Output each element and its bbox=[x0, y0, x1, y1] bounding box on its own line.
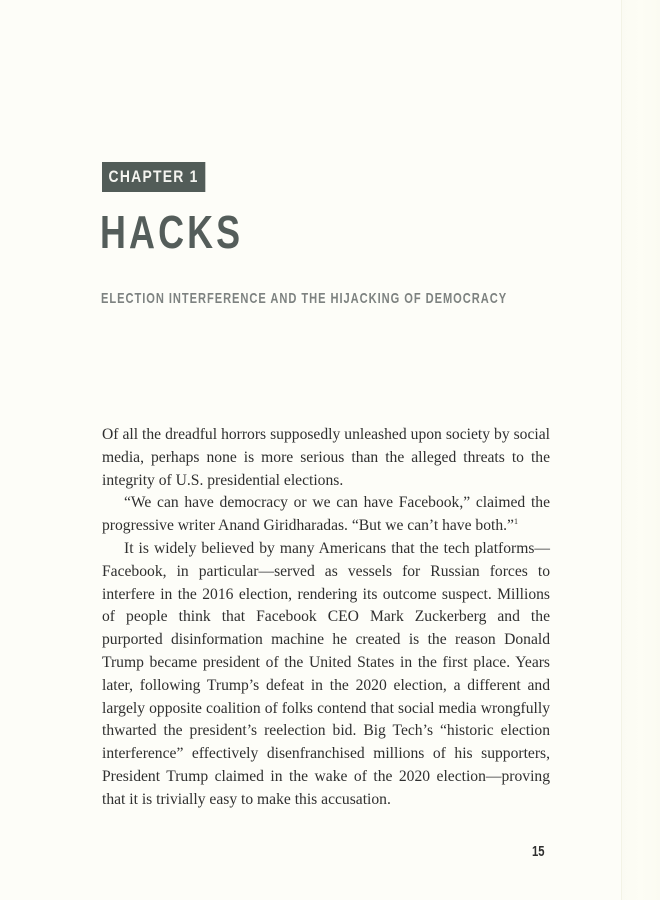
paragraph-text: “We can have democracy or we can have Facebook,” claimed the progressive writer Anand Giridharadas. “But we can’t have both.” bbox=[102, 494, 550, 535]
footnote-marker[interactable]: 1 bbox=[513, 517, 518, 526]
chapter-title: HACKS bbox=[100, 206, 244, 258]
paragraph-text: Of all the dreadful horrors supposedly unleashed upon society by social media, perhaps none is more serious than the alleged threats to the integrity of U.S. presidential elections. bbox=[102, 426, 550, 489]
chapter-subtitle: ELECTION INTERFERENCE AND THE HIJACKING OF DEMOCRACY bbox=[101, 290, 508, 307]
chapter-label: CHAPTER 1 bbox=[102, 162, 205, 192]
body-text bbox=[102, 424, 550, 812]
paragraph-1 bbox=[102, 424, 550, 492]
page-number: 15 bbox=[532, 843, 545, 860]
paragraph-2 bbox=[102, 492, 550, 538]
page-edge bbox=[621, 0, 660, 900]
paragraph-text: It is widely believed by many Americans that the tech platforms—Facebook, in particular—served as vessels for Russian forces to interfere in the 2016 election, rendering its outcome suspect. Millions of people think that Facebook CEO Mark Zuckerberg and the purported disinformation machine he created is the reason Donald Trump became president of the United States in the first place. Years later, following Trump’s defeat in the 2020 election, a different and largely opposite coalition of folks contend that social media wrongfully thwarted the president’s reelection bid. Big Tech’s “historic election interference” effectively disenfranchised millions of his supporters, President Trump claimed in the wake of the 2020 election—proving that it is trivially easy to make this accusation. bbox=[102, 539, 550, 808]
paragraph-3 bbox=[102, 538, 550, 812]
